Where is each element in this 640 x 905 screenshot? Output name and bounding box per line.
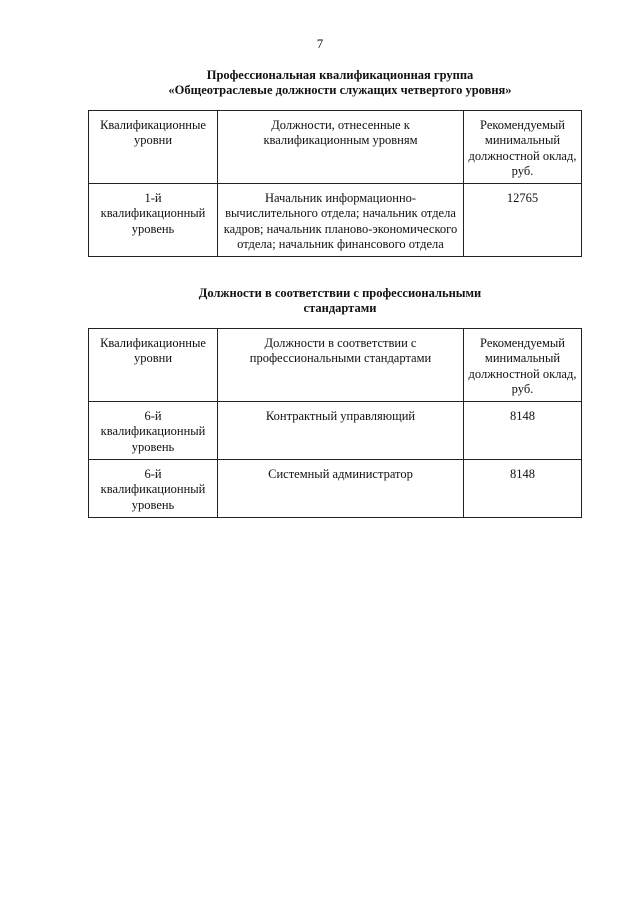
cell-positions: Контрактный управляющий: [218, 402, 464, 460]
table-header-row: [89, 111, 582, 184]
qualification-table: [88, 110, 582, 257]
cell-level: 6-й квалификационный уровень: [89, 402, 218, 460]
table-header-row: [89, 329, 582, 402]
cell-positions: Системный администратор: [218, 460, 464, 518]
column-header-levels: Квалификационные уровни: [89, 111, 218, 184]
section2-title: [90, 286, 590, 316]
column-header-salary: Рекомендуемый минимальный должностной оклад, руб.: [464, 111, 582, 184]
column-header-positions: Должности, отнесенные к квалификационным уровням: [218, 111, 464, 184]
section2-title-line1: Должности в соответствии с профессиональными: [198, 286, 482, 300]
section2-title-line2: стандартами: [303, 301, 377, 315]
section1-title-line2: «Общеотраслевые должности служащих четвертого уровня»: [168, 83, 512, 97]
cell-salary: 8148: [464, 460, 582, 518]
page-number: 7: [316, 36, 324, 51]
column-header-salary: Рекомендуемый минимальный должностной оклад, руб.: [464, 329, 582, 402]
table-row: [89, 460, 582, 518]
section1-title-line1: Профессиональная квалификационная группа: [206, 68, 474, 82]
table-row: [89, 402, 582, 460]
cell-level: 6-й квалификационный уровень: [89, 460, 218, 518]
column-header-positions: Должности в соответствии с профессиональными стандартами: [218, 329, 464, 402]
professional-standards-table: [88, 328, 582, 518]
cell-salary: 12765: [464, 184, 582, 257]
cell-salary: 8148: [464, 402, 582, 460]
table-row: [89, 184, 582, 257]
column-header-levels: Квалификационные уровни: [89, 329, 218, 402]
cell-positions: Начальник информационно-вычислительного отдела; начальник отдела кадров; начальник планово-экономического отдела; начальник финансового отдела: [218, 184, 464, 257]
cell-level: 1-й квалификационный уровень: [89, 184, 218, 257]
section1-title: [90, 68, 590, 98]
